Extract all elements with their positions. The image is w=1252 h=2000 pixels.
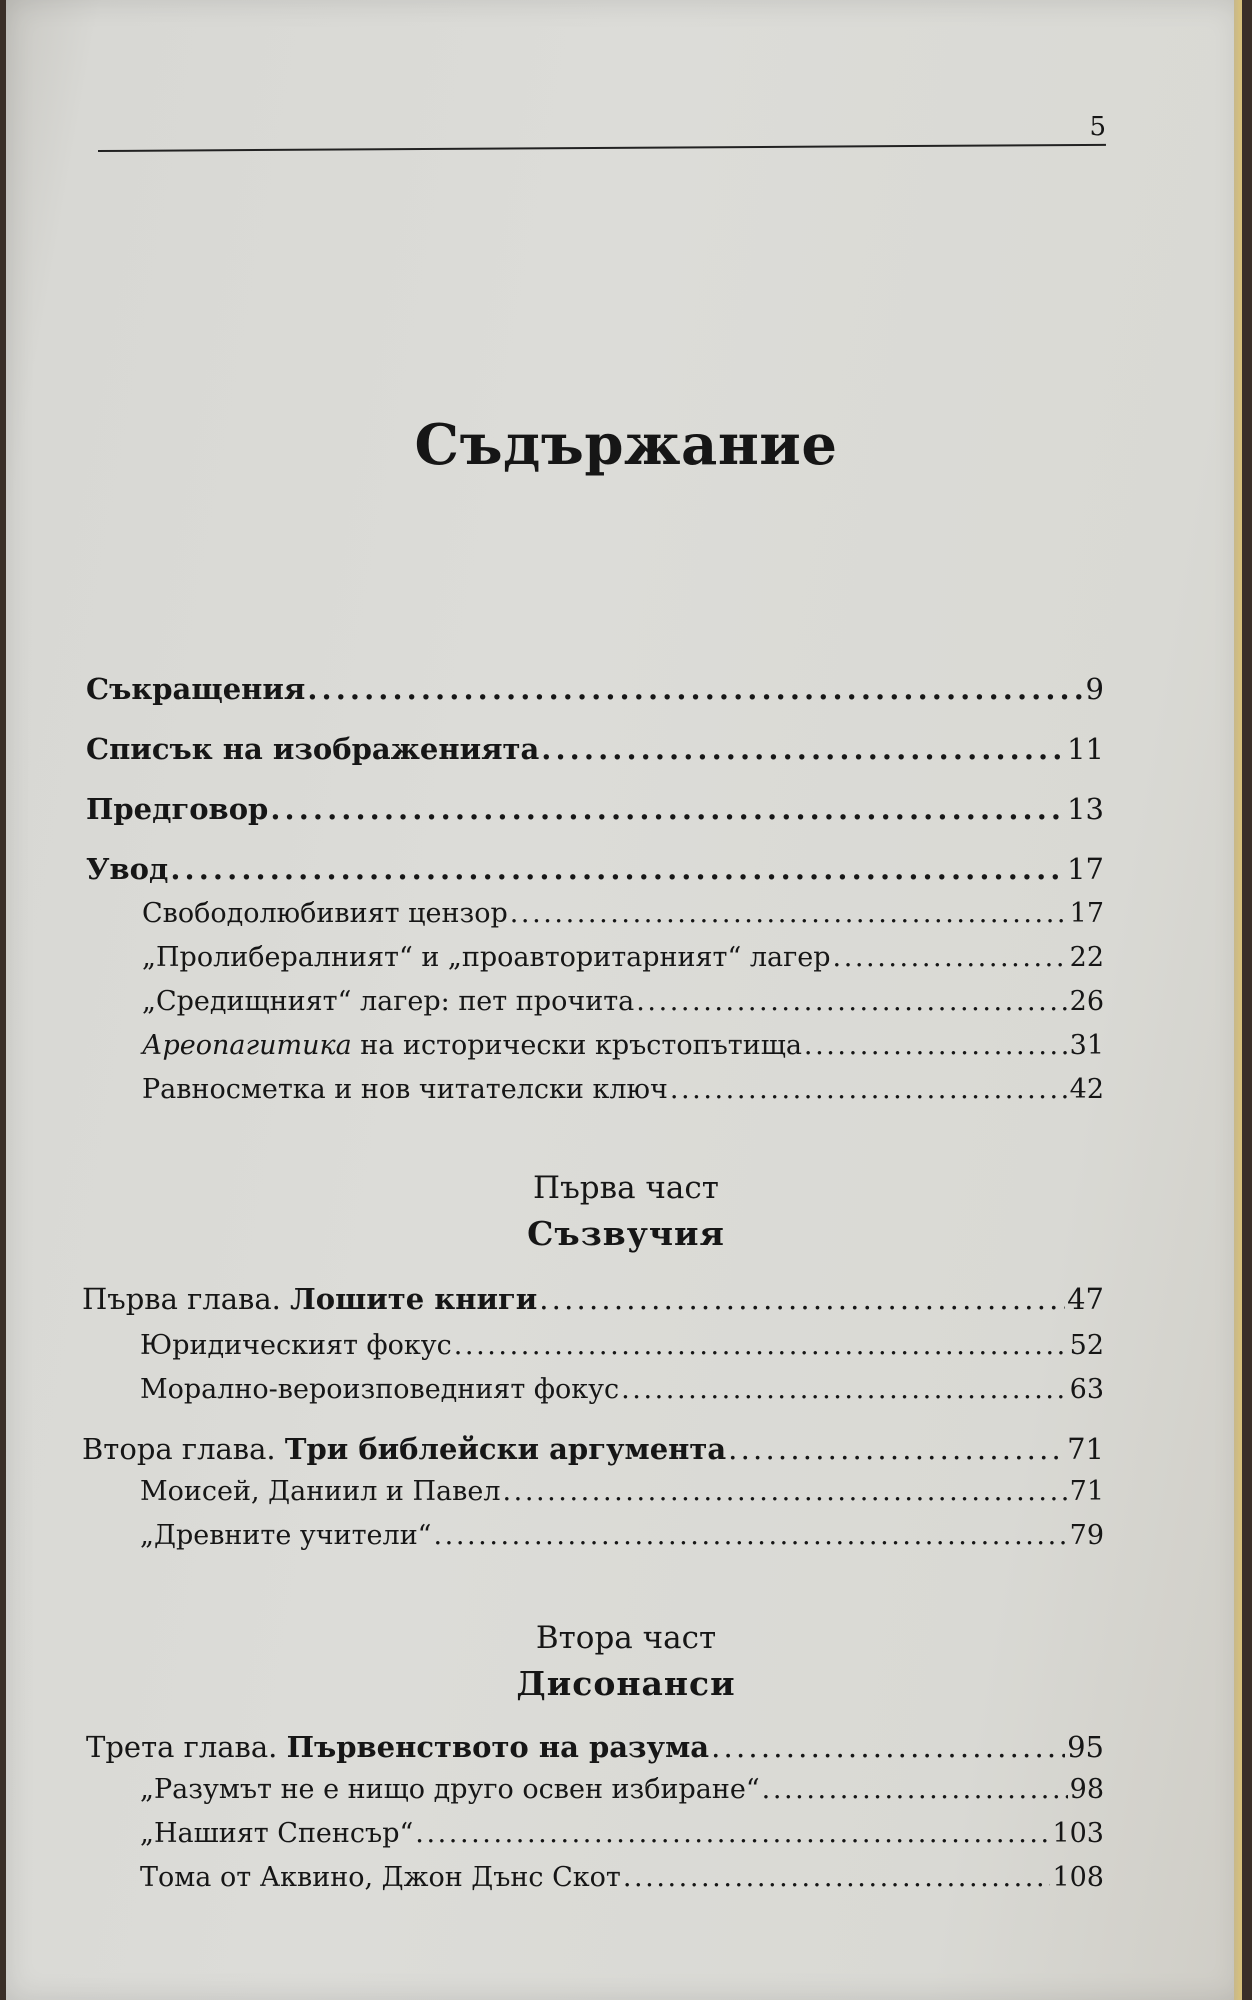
toc-entry-page: 22 — [1069, 942, 1104, 973]
dot-leader — [762, 1774, 1068, 1805]
dot-leader — [270, 792, 1065, 826]
toc-entry-label: Моисей, Даниил и Павел — [140, 1476, 501, 1507]
toc-entry-label — [86, 1730, 709, 1764]
toc-subentry — [140, 1374, 1104, 1405]
part-label: Втора част — [535, 1620, 717, 1656]
page-number: 5 — [1089, 112, 1106, 142]
toc-chapter — [82, 1432, 1104, 1466]
toc-entry-page: 13 — [1067, 792, 1104, 826]
chapter-prefix: Трета глава. — [86, 1730, 287, 1764]
chapter-title: Три библейски аргумента — [284, 1432, 727, 1466]
toc-entry-label: „Пролибералният“ и „проавторитарният“ лагер — [142, 942, 831, 973]
toc-entry-label: „Древните учители“ — [140, 1520, 432, 1551]
dot-leader — [434, 1520, 1068, 1551]
toc-subentry — [142, 1074, 1104, 1105]
toc-entry-page: 52 — [1069, 1330, 1104, 1361]
toc-entry-introduction — [86, 852, 1104, 886]
toc-entry-label: Равносметка и нов читателски ключ — [142, 1074, 668, 1105]
toc-subentry — [140, 1330, 1104, 1361]
dot-leader — [623, 1862, 1051, 1893]
dot-leader — [415, 1818, 1050, 1849]
chapter-title: Първенството на разума — [286, 1730, 710, 1764]
toc-subentry — [140, 1476, 1104, 1507]
toc-entry-label — [82, 1432, 726, 1466]
chapter-prefix: Първа глава. — [82, 1282, 291, 1316]
toc-entry-page: 9 — [1085, 672, 1104, 706]
toc-subentry — [140, 1774, 1104, 1805]
dot-leader — [454, 1330, 1068, 1361]
toc-entry-page: 26 — [1069, 986, 1104, 1017]
dot-leader — [711, 1730, 1065, 1764]
toc-entry-illustrations — [86, 732, 1104, 766]
toc-entry-label — [142, 1030, 802, 1061]
dot-leader — [804, 1030, 1068, 1061]
toc-entry-label — [82, 1282, 537, 1316]
dot-leader — [621, 1374, 1068, 1405]
part-title: Съзвучия — [527, 1214, 725, 1253]
toc-subentry — [142, 1030, 1104, 1061]
toc-entry-page: 108 — [1052, 1862, 1104, 1893]
toc-chapter — [82, 1282, 1104, 1316]
toc-entry-page: 98 — [1069, 1774, 1104, 1805]
dot-leader — [541, 732, 1065, 766]
toc-chapter — [86, 1730, 1104, 1764]
toc-entry-page: 71 — [1067, 1432, 1104, 1466]
toc-entry-page: 95 — [1067, 1730, 1104, 1764]
toc-entry-label: „Нашият Спенсър“ — [140, 1818, 414, 1849]
toc-entry-label: „Средищният“ лагер: пет прочита — [142, 986, 635, 1017]
toc-subentry — [142, 898, 1104, 929]
toc-entry-page: 47 — [1067, 1282, 1104, 1316]
toc-entry-page: 71 — [1069, 1476, 1104, 1507]
dot-leader — [502, 1476, 1067, 1507]
toc-entry-label: Увод — [86, 852, 169, 886]
dot-leader — [170, 852, 1065, 886]
toc-entry-label: Свободолюбивият цензор — [142, 898, 508, 929]
toc-entry-page: 17 — [1069, 898, 1104, 929]
toc-entry-label: Тома от Аквино, Джон Дънс Скот — [140, 1862, 621, 1893]
toc-entry-preface — [86, 792, 1104, 826]
toc-entry-abbreviations — [86, 672, 1104, 706]
toc-entry-label: Списък на изображенията — [86, 732, 540, 766]
toc-entry-page: 11 — [1067, 732, 1104, 766]
toc-entry-label: Предговор — [86, 792, 269, 826]
toc-entry-page: 42 — [1069, 1074, 1104, 1105]
dot-leader — [636, 986, 1067, 1017]
toc-entry-label: Съкращения — [86, 672, 306, 706]
dot-leader — [728, 1432, 1065, 1466]
toc-entry-page: 17 — [1067, 852, 1104, 886]
toc-entry-label: Юридическият фокус — [140, 1330, 452, 1361]
toc-entry-page: 79 — [1069, 1520, 1104, 1551]
dot-leader — [539, 1282, 1065, 1316]
dot-leader — [833, 942, 1068, 973]
dot-leader — [510, 898, 1068, 929]
toc-subentry — [140, 1862, 1104, 1893]
page-title: Съдържание — [414, 412, 838, 478]
toc-subentry — [142, 942, 1104, 973]
toc-subentry — [140, 1520, 1104, 1551]
dot-leader — [307, 672, 1083, 706]
chapter-prefix: Втора глава. — [82, 1432, 285, 1466]
toc-entry-page: 31 — [1069, 1030, 1104, 1061]
dot-leader — [670, 1074, 1068, 1105]
label-rest: на исторически кръстопътища — [351, 1030, 802, 1061]
toc-entry-page: 103 — [1052, 1818, 1104, 1849]
toc-entry-label: „Разумът не е нищо друго освен избиране“ — [140, 1774, 760, 1805]
part-label: Първа част — [533, 1170, 719, 1206]
toc-subentry — [140, 1818, 1104, 1849]
part-title: Дисонанси — [516, 1664, 736, 1703]
italic-title: Ареопагитика — [142, 1030, 352, 1061]
toc-entry-page: 63 — [1069, 1374, 1104, 1405]
toc-entry-label: Морално-вероизповедният фокус — [140, 1374, 620, 1405]
chapter-title: Лошите книги — [290, 1282, 538, 1316]
toc-subentry — [142, 986, 1104, 1017]
